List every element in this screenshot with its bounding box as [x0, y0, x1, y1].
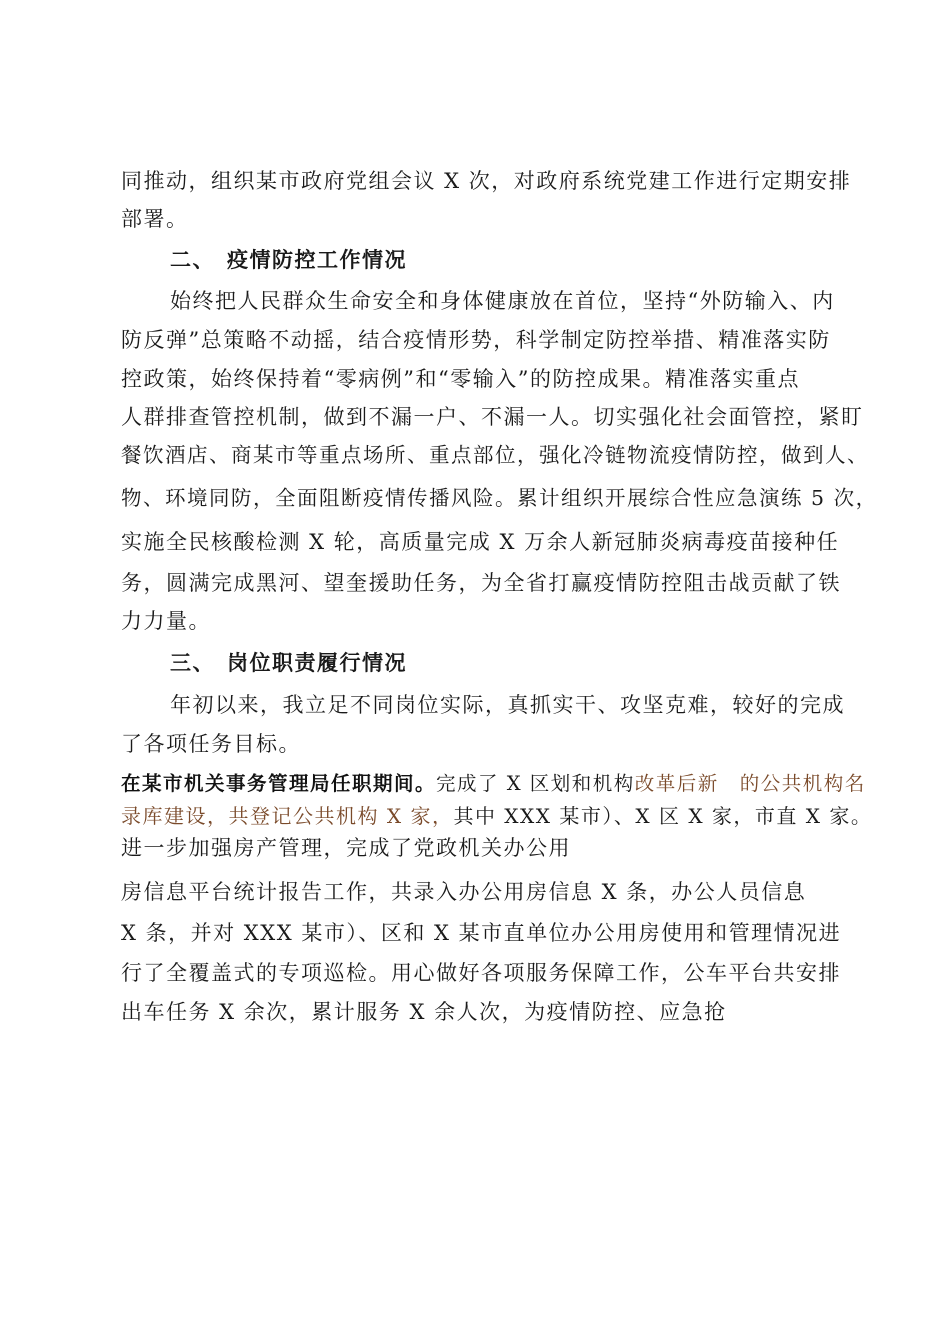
- paragraph-line: 部署。: [121, 207, 189, 231]
- paragraph-line: 控政策，始终保持着“零病例”和“零输入”的防控成果。精准落实重点: [121, 367, 800, 391]
- paragraph-line: [121, 769, 866, 799]
- section-heading: 二、 疫情防控工作情况: [170, 248, 407, 272]
- paragraph-line: 出车任务 X 余次，累计服务 X 余人次，为疫情防控、应急抢: [121, 1000, 727, 1024]
- paragraph-line: 房信息平台统计报告工作，共录入办公用房信息 X 条，办公人员信息: [121, 880, 807, 904]
- paragraph-line: 餐饮酒店、商某市等重点场所、重点部位，强化冷链物流疫情防控，做到人、: [121, 443, 869, 467]
- paragraph-line: 人群排查管控机制，做到不漏一户、不漏一人。切实强化社会面管控，紧盯: [121, 405, 864, 429]
- paragraph-line: X 条，并对 XXX 某市）、区和 X 某市直单位办公用房使用和管理情况进: [121, 921, 842, 945]
- paragraph-line: 进一步加强房产管理，完成了党政机关办公用: [121, 836, 571, 860]
- section-heading: 三、 岗位职责履行情况: [170, 651, 407, 675]
- text-run: 完成了 X 区划和机构: [436, 772, 635, 795]
- tracked-text-run: 录库建设，共登记公共机构 X 家，: [121, 804, 454, 828]
- paragraph-line: 实施全民核酸检测 X 轮，高质量完成 X 万余人新冠肺炎病毒疫苗接种任: [121, 530, 840, 554]
- paragraph-line: 物、环境同防，全面阻断疫情传播风险。累计组织开展综合性应急演练 5 次，: [121, 486, 878, 510]
- text-run: 其中 XXX 某市）、X 区 X 家，市直 X 家。: [453, 804, 873, 828]
- paragraph-line: 行了全覆盖式的专项巡检。用心做好各项服务保障工作，公车平台共安排: [121, 961, 841, 985]
- paragraph-line: 务，圆满完成黑河、望奎援助任务，为全省打赢疫情防控阻击战贡献了铁: [121, 571, 841, 595]
- paragraph-line: 年初以来，我立足不同岗位实际，真抓实干、攻坚克难，较好的完成: [170, 693, 845, 717]
- paragraph-line: 力力量。: [121, 609, 211, 633]
- paragraph-line: 防反弹”总策略不动摇，结合疫情形势，科学制定防控举措、精准落实防: [121, 328, 831, 352]
- paragraph-line: 了各项任务目标。: [121, 732, 301, 756]
- tracked-text-run: 改革后新 的公共机构名: [634, 772, 866, 795]
- paragraph-line: 始终把人民群众生命安全和身体健康放在首位，坚持“外防输入、内: [170, 289, 835, 313]
- paragraph-line: 同推动，组织某市政府党组会议 X 次，对政府系统党建工作进行定期安排: [121, 169, 852, 193]
- paragraph-line: [121, 801, 872, 831]
- lead-in-bold: 在某市机关事务管理局任职期间。: [121, 772, 437, 795]
